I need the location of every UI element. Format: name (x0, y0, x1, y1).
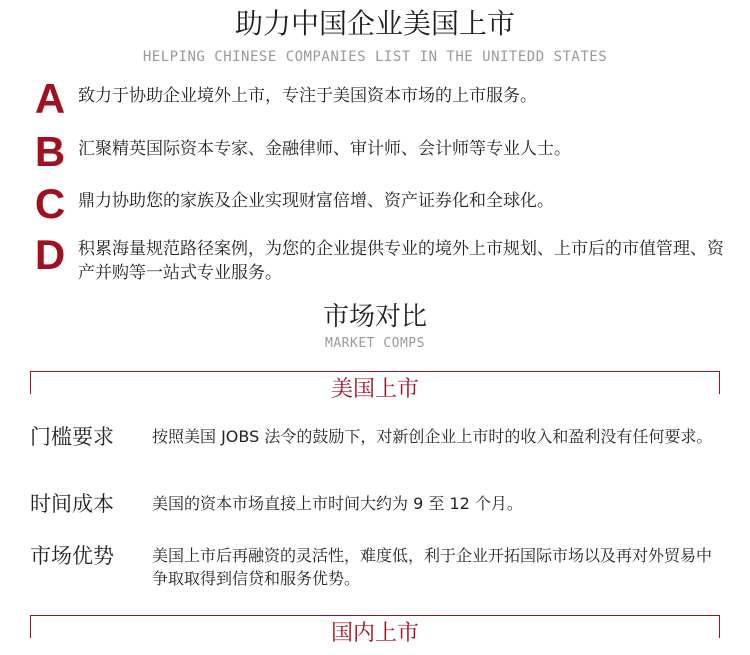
comparison-row-time-cost (30, 490, 730, 520)
section-subtitle: MARKET COMPS (325, 336, 425, 351)
point-c (30, 180, 730, 227)
us-heading: 美国上市 (330, 377, 419, 402)
page-title: 助力中国企业美国上市 (234, 7, 515, 40)
point-d (30, 231, 730, 286)
point-text: 积累海量规范路径案例，为您的企业提供专业的境外上市规划、上市后的市值管理、资产并购等一站式专业服务。 (78, 239, 724, 283)
row-label: 时间成本 (30, 492, 114, 516)
page-subtitle: HELPING CHINESE COMPANIES LIST IN THE UNITEDD STATES (142, 49, 608, 65)
point-text: 汇聚精英国际资本专家、金融律师、审计师、会计师等专业人士。 (78, 139, 571, 159)
section-title: 市场对比 (322, 302, 427, 332)
row-text: 美国的资本市场直接上市时间大约为 9 至 12 个月。 (152, 494, 523, 513)
row-label: 市场优势 (30, 544, 114, 568)
row-text: 按照美国 JOBS 法令的鼓励下，对新创企业上市时的收入和盈利没有任何要求。 (152, 427, 713, 446)
point-letter: B (34, 128, 66, 175)
point-letter: C (34, 180, 66, 227)
point-a (30, 75, 730, 122)
point-text: 鼎力协助您的家族及企业实现财富倍增、资产证券化和全球化。 (78, 191, 554, 211)
row-label: 门槛要求 (30, 425, 114, 449)
point-letter: D (34, 231, 66, 278)
point-letter: A (34, 75, 66, 122)
comparison-row-advantage (30, 542, 730, 592)
row-text: 美国上市后再融资的灵活性，难度低，利于企业开拓国际市场以及再对外贸易中争取取得到信贷和服务优势。 (152, 546, 713, 588)
domestic-heading: 国内上市 (330, 621, 419, 646)
point-b (30, 128, 730, 175)
comparison-row-threshold (30, 423, 730, 473)
point-text: 致力于协助企业境外上市，专注于美国资本市场的上市服务。 (78, 86, 537, 106)
